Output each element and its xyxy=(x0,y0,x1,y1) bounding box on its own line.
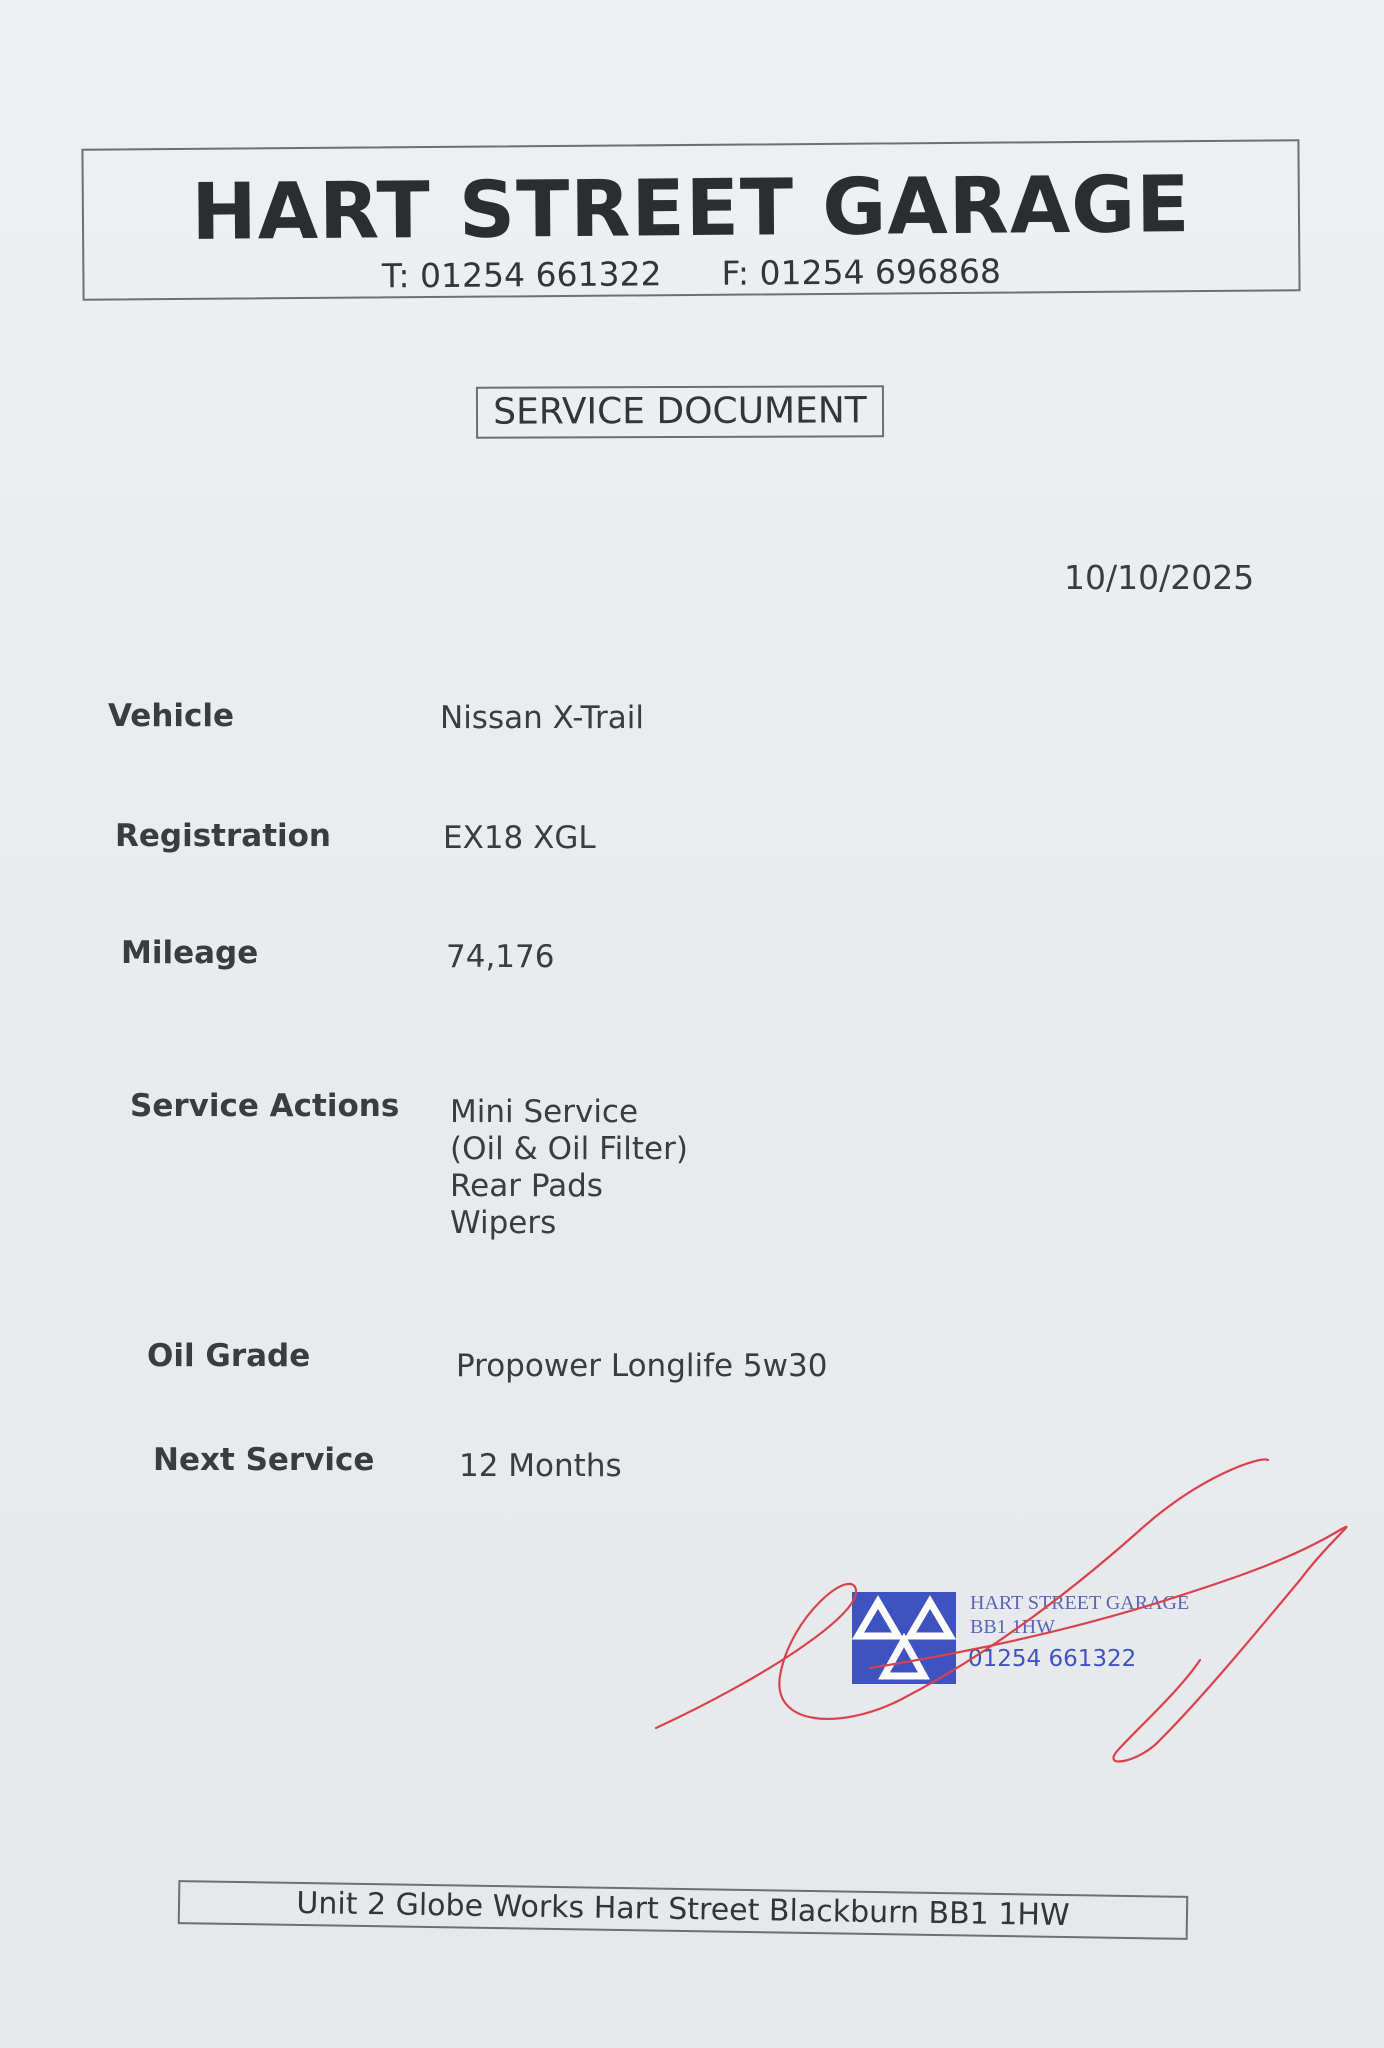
service-actions-label: Service Actions xyxy=(130,1088,400,1124)
registration-value: EX18 XGL xyxy=(443,820,596,856)
footer-address: Unit 2 Globe Works Hart Street Blackburn BB1 1HW xyxy=(178,1880,1189,1940)
stamp-garage-name: HART STREET GARAGE xyxy=(970,1592,1190,1614)
service-action-item: Rear Pads xyxy=(450,1168,603,1204)
contact-numbers xyxy=(84,249,1298,298)
service-actions-value xyxy=(450,1094,688,1242)
garage-stamp xyxy=(852,1592,1252,1692)
mileage-value: 74,176 xyxy=(446,939,555,975)
mileage-label: Mileage xyxy=(121,935,259,971)
oil-grade-label: Oil Grade xyxy=(147,1338,311,1374)
vehicle-value: Nissan X-Trail xyxy=(440,700,644,736)
fax-number: F: 01254 696868 xyxy=(721,251,1002,293)
mot-triangles-logo-icon xyxy=(852,1592,956,1684)
registration-label: Registration xyxy=(115,818,332,854)
service-action-item: (Oil & Oil Filter) xyxy=(450,1131,688,1167)
next-service-label: Next Service xyxy=(153,1442,375,1478)
oil-grade-value: Propower Longlife 5w30 xyxy=(456,1348,828,1384)
vehicle-label: Vehicle xyxy=(108,698,235,734)
service-action-item: Mini Service xyxy=(450,1094,639,1130)
stamp-phone: 01254 661322 xyxy=(968,1646,1137,1672)
service-actions-list xyxy=(450,1094,688,1242)
stamp-postcode: BB1 1HW xyxy=(970,1616,1055,1638)
document-date: 10/10/2025 xyxy=(1064,558,1255,597)
document-title: SERVICE DOCUMENT xyxy=(476,385,884,438)
garage-name: HART STREET GARAGE xyxy=(191,160,1191,258)
next-service-value: 12 Months xyxy=(459,1448,622,1484)
telephone-number: T: 01254 661322 xyxy=(381,254,662,296)
garage-header xyxy=(81,139,1300,301)
service-action-item: Wipers xyxy=(450,1205,557,1241)
